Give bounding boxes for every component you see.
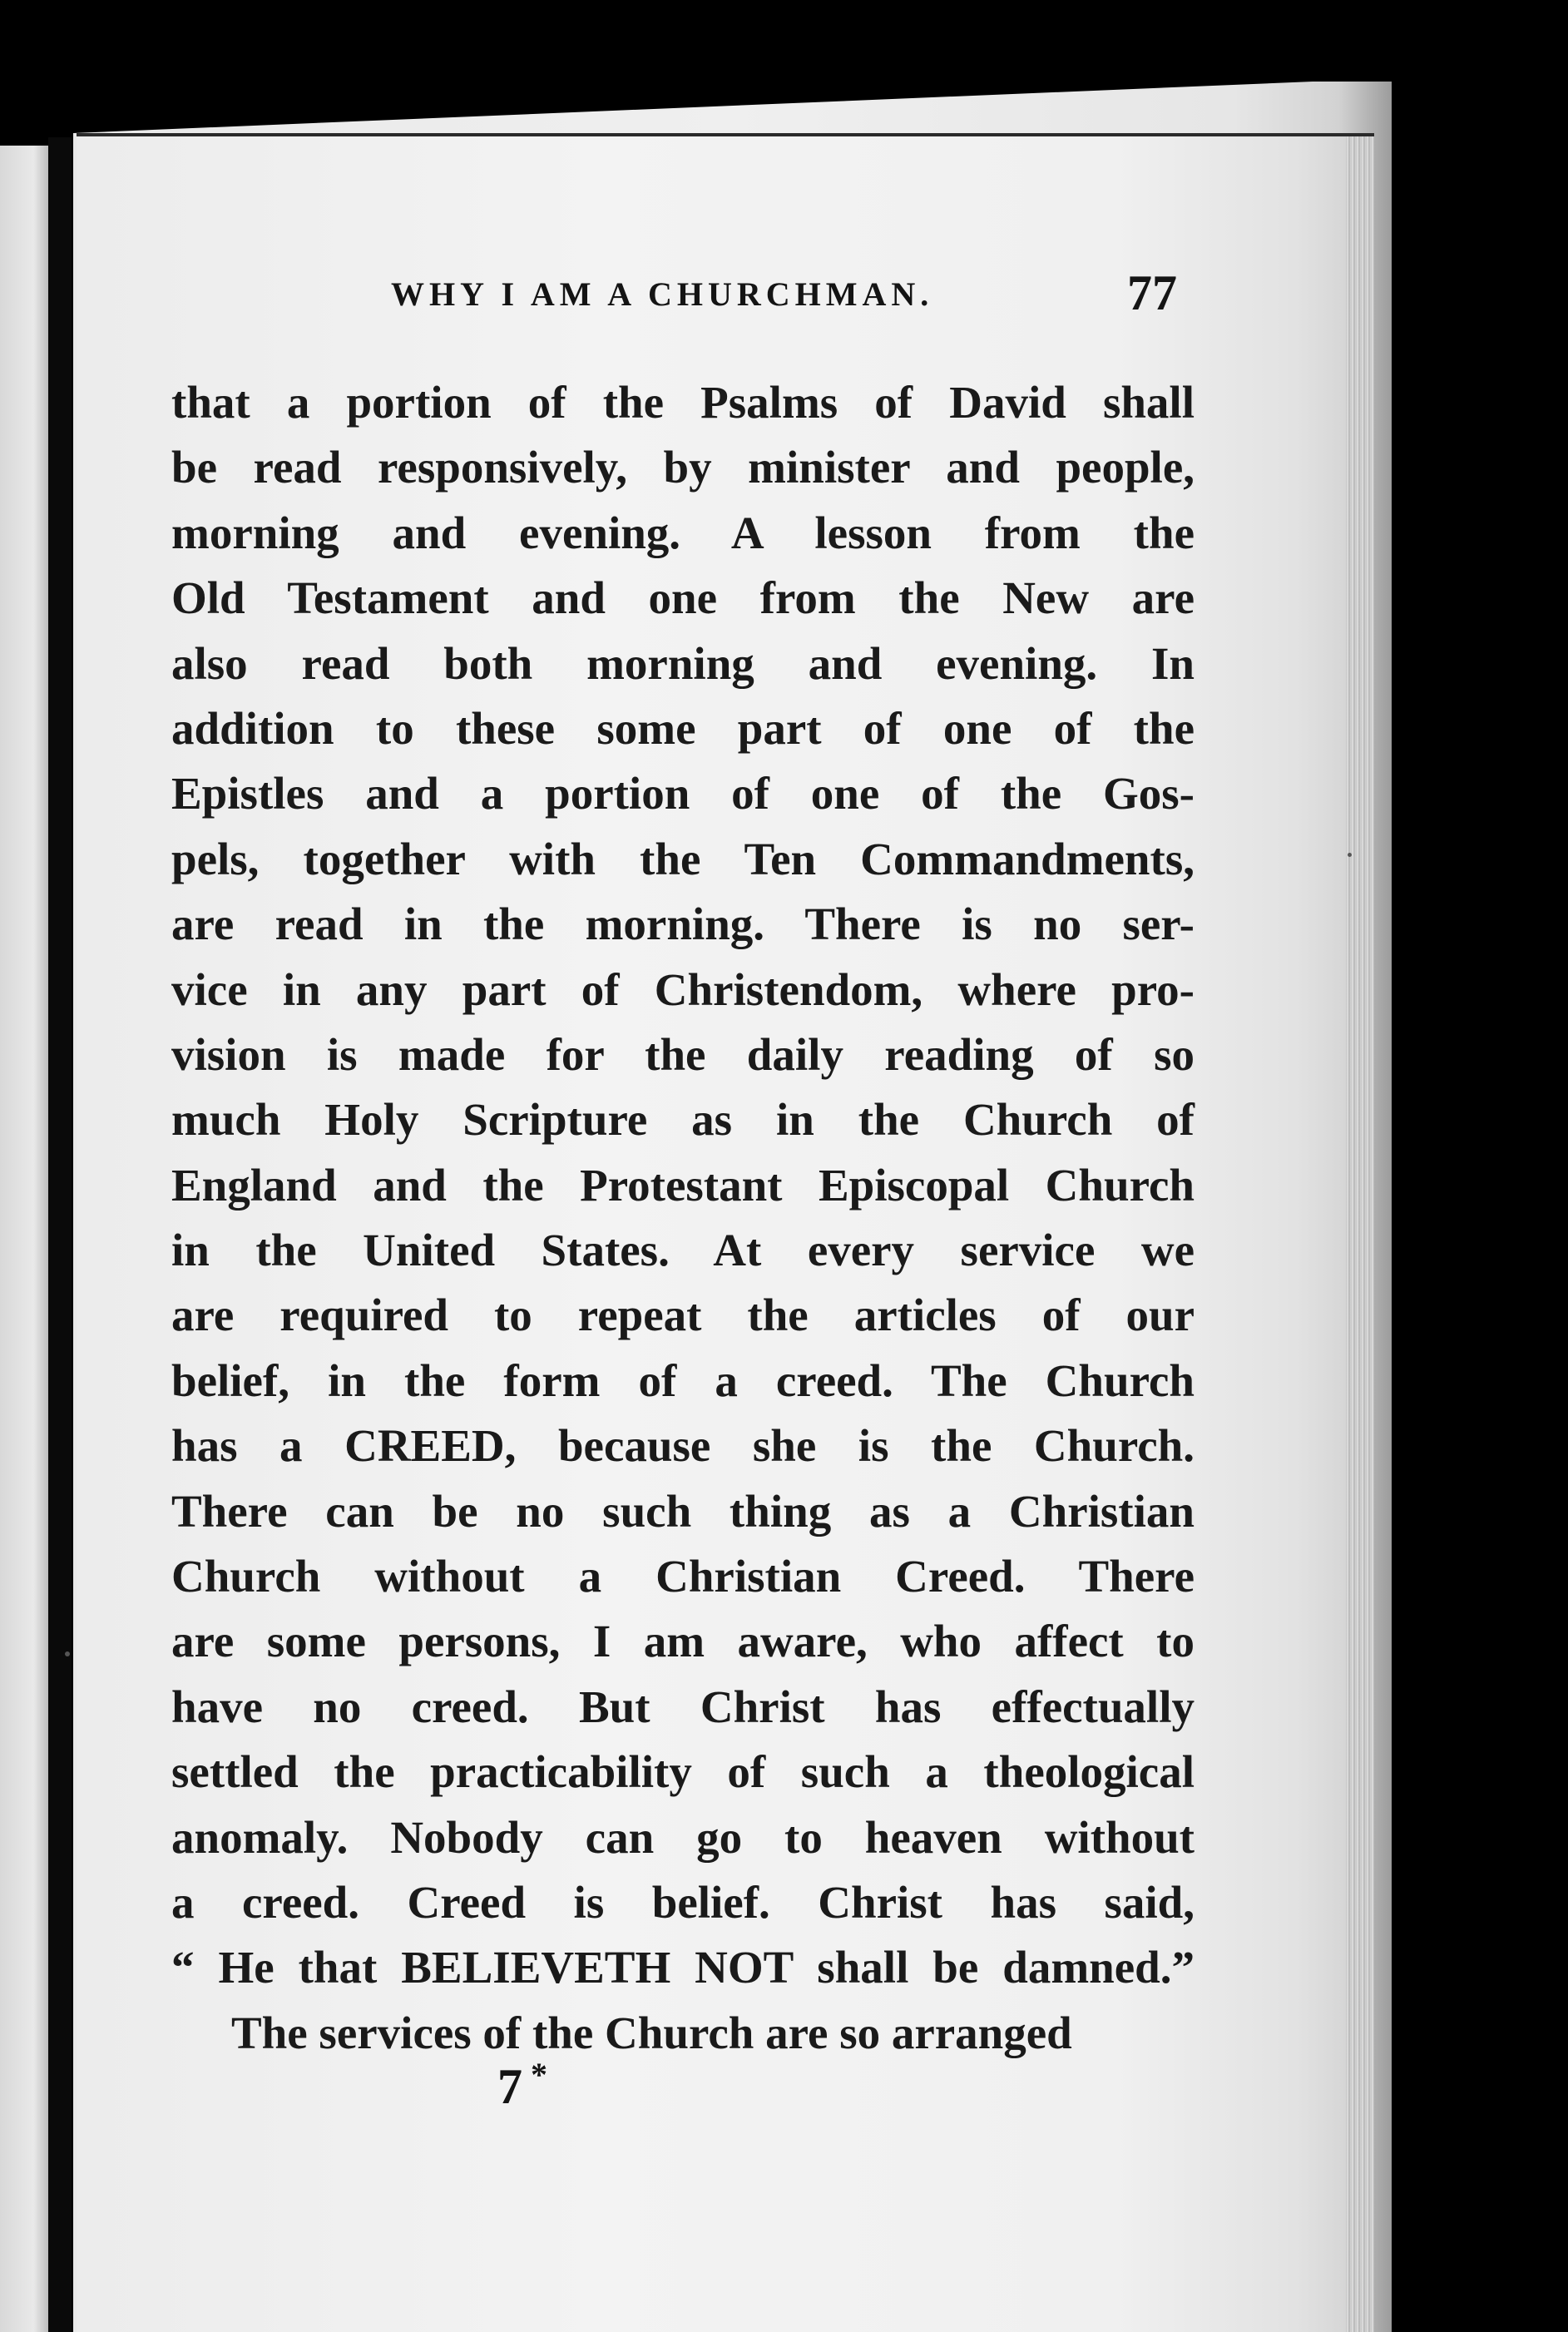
text-line: vision is made for the daily reading of so xyxy=(171,1028,1195,1080)
signature-star: * xyxy=(531,2056,547,2093)
text-line: vice in any part of Christendom, where pro- xyxy=(171,963,1195,1015)
text-line: settled the practicability of such a theological xyxy=(171,1746,1195,1798)
text-line: a creed. Creed is belief. Christ has said, xyxy=(171,1876,1195,1928)
text-line: Epistles and a portion of one of the Gos- xyxy=(171,768,1195,819)
page-number: 77 xyxy=(1127,265,1177,320)
signature-number: 7 xyxy=(497,2059,522,2114)
text-line: addition to these some part of one of the xyxy=(171,702,1195,754)
text-line: are read in the morning. There is no ser- xyxy=(171,899,1195,950)
text-line: There can be no such thing as a Christian xyxy=(171,1485,1195,1537)
running-head: WHY I AM A CHURCHMAN. xyxy=(391,275,934,313)
text-line: that a portion of the Psalms of David shall xyxy=(171,377,1195,428)
text-line: Old Testament and one from the New are xyxy=(171,572,1195,624)
page-fore-edge xyxy=(1346,136,1374,2332)
text-line: are required to repeat the articles of our xyxy=(171,1290,1195,1341)
text-line: be read responsively, by minister and people, xyxy=(171,442,1195,493)
book-gutter xyxy=(48,137,72,2332)
quote-line: “ He that BELIEVETH NOT shall be damned.” xyxy=(171,1942,1195,1993)
text-line: morning and evening. A lesson from the xyxy=(171,507,1195,558)
text-line: England and the Protestant Episcopal Church xyxy=(171,1159,1195,1211)
text-line: much Holy Scripture as in the Church of xyxy=(171,1094,1195,1146)
signature-mark xyxy=(497,2055,547,2116)
text-line: in the United States. At every service we xyxy=(171,1225,1195,1276)
text-line: also read both morning and evening. In xyxy=(171,637,1195,689)
body-text xyxy=(171,370,1195,2066)
text-line: have no creed. But Christ has effectually xyxy=(171,1681,1195,1732)
previous-page-edge xyxy=(0,146,48,2332)
text-line: anomaly. Nobody can go to heaven without xyxy=(171,1811,1195,1863)
text-line: pels, together with the Ten Commandments, xyxy=(171,833,1195,884)
scan-speck xyxy=(65,1651,70,1656)
text-line: are some persons, I am aware, who affect to xyxy=(171,1616,1195,1667)
text-line: belief, in the form of a creed. The Church xyxy=(171,1354,1195,1406)
paragraph-start-line: The services of the Church are so arranged xyxy=(231,2007,1072,2058)
text-line: has a CREED, because she is the Church. xyxy=(171,1420,1195,1472)
text-line: Church without a Christian Creed. There xyxy=(171,1551,1195,1602)
scan-speck xyxy=(1348,853,1352,857)
